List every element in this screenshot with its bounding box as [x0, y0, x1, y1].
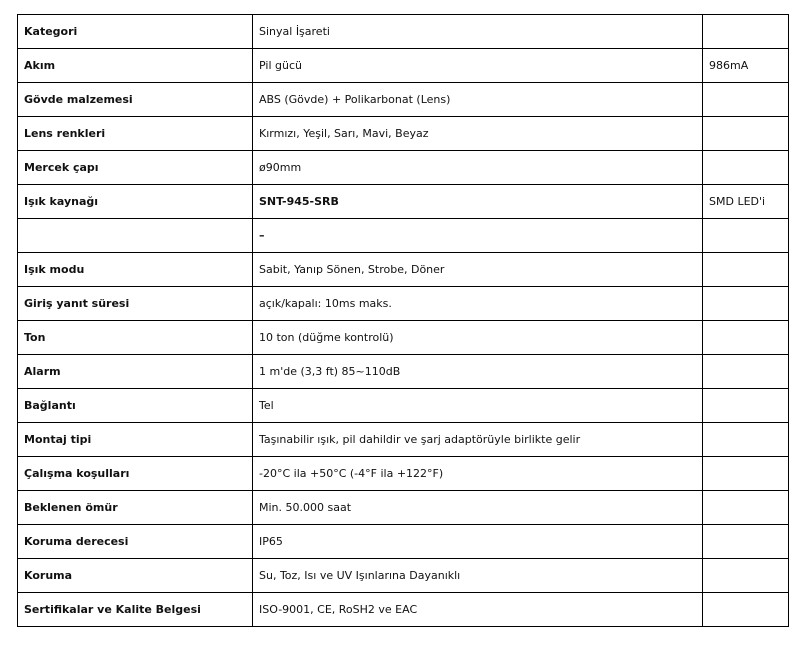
- row-label: Çalışma koşulları: [18, 457, 253, 491]
- table-row: [18, 491, 789, 525]
- row-value: SNT-945-SRB: [253, 185, 703, 219]
- row-extra: [703, 151, 789, 185]
- row-label: Koruma derecesi: [18, 525, 253, 559]
- row-extra: [703, 117, 789, 151]
- row-value: IP65: [253, 525, 703, 559]
- row-label: Montaj tipi: [18, 423, 253, 457]
- table-row: [18, 49, 789, 83]
- table-row: [18, 151, 789, 185]
- row-value: açık/kapalı: 10ms maks.: [253, 287, 703, 321]
- row-extra: [703, 525, 789, 559]
- table-row: [18, 389, 789, 423]
- table-row: [18, 287, 789, 321]
- row-extra: [703, 253, 789, 287]
- row-extra: [703, 219, 789, 253]
- row-extra: [703, 491, 789, 525]
- row-label: Giriş yanıt süresi: [18, 287, 253, 321]
- row-label: Kategori: [18, 15, 253, 49]
- row-value: -20°C ila +50°C (-4°F ila +122°F): [253, 457, 703, 491]
- row-extra: [703, 287, 789, 321]
- table-row: [18, 593, 789, 627]
- table-row: [18, 15, 789, 49]
- row-label: Lens renkleri: [18, 117, 253, 151]
- row-value: Sabit, Yanıp Sönen, Strobe, Döner: [253, 253, 703, 287]
- row-label: Alarm: [18, 355, 253, 389]
- row-extra: SMD LED'i: [703, 185, 789, 219]
- row-extra: [703, 457, 789, 491]
- row-label: Sertifikalar ve Kalite Belgesi: [18, 593, 253, 627]
- table-row: [18, 525, 789, 559]
- row-label: Koruma: [18, 559, 253, 593]
- row-label: [18, 219, 253, 253]
- row-value: ø90mm: [253, 151, 703, 185]
- table-row: [18, 253, 789, 287]
- row-value: Taşınabilir ışık, pil dahildir ve şarj adaptörüyle birlikte gelir: [253, 423, 703, 457]
- table-row: [18, 457, 789, 491]
- table-row: [18, 423, 789, 457]
- row-extra: [703, 593, 789, 627]
- row-label: Akım: [18, 49, 253, 83]
- row-value: Sinyal İşareti: [253, 15, 703, 49]
- row-label: Ton: [18, 321, 253, 355]
- row-label: Bağlantı: [18, 389, 253, 423]
- table-row: [18, 83, 789, 117]
- table-row: [18, 117, 789, 151]
- row-value: Pil gücü: [253, 49, 703, 83]
- row-label: Işık modu: [18, 253, 253, 287]
- row-value: –: [253, 219, 703, 253]
- row-value: Su, Toz, Isı ve UV Işınlarına Dayanıklı: [253, 559, 703, 593]
- row-value: ISO-9001, CE, RoSH2 ve EAC: [253, 593, 703, 627]
- table-row: [18, 355, 789, 389]
- row-extra: [703, 423, 789, 457]
- table-row: [18, 185, 789, 219]
- row-extra: [703, 15, 789, 49]
- row-value: ABS (Gövde) + Polikarbonat (Lens): [253, 83, 703, 117]
- row-label: Beklenen ömür: [18, 491, 253, 525]
- row-label: Mercek çapı: [18, 151, 253, 185]
- row-value: 10 ton (düğme kontrolü): [253, 321, 703, 355]
- row-value: Min. 50.000 saat: [253, 491, 703, 525]
- table-row: [18, 559, 789, 593]
- spec-table: [17, 14, 789, 627]
- row-label: Işık kaynağı: [18, 185, 253, 219]
- row-value: Kırmızı, Yeşil, Sarı, Mavi, Beyaz: [253, 117, 703, 151]
- row-extra: 986mA: [703, 49, 789, 83]
- row-extra: [703, 83, 789, 117]
- row-value: 1 m'de (3,3 ft) 85~110dB: [253, 355, 703, 389]
- table-row: [18, 219, 789, 253]
- row-value: Tel: [253, 389, 703, 423]
- row-label: Gövde malzemesi: [18, 83, 253, 117]
- table-row: [18, 321, 789, 355]
- row-extra: [703, 321, 789, 355]
- row-extra: [703, 389, 789, 423]
- row-extra: [703, 559, 789, 593]
- row-extra: [703, 355, 789, 389]
